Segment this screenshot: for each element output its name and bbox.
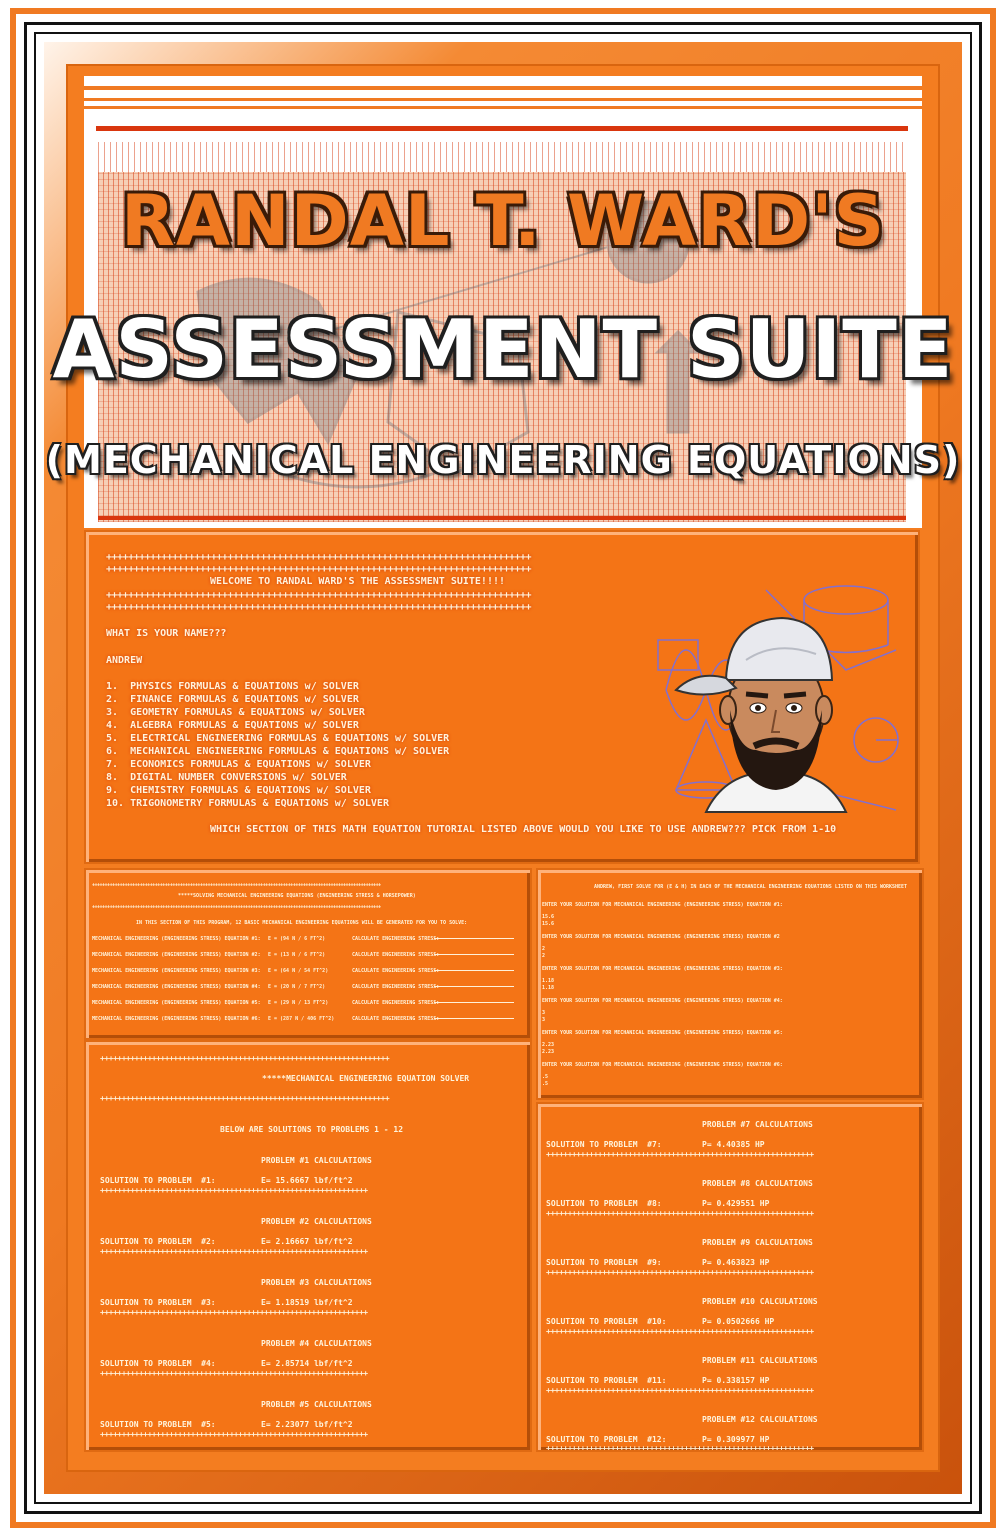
equation-formula: E = (64 N / 54 FT^2) xyxy=(268,968,329,974)
plus-divider: +++++++++++++++++++++++++++++++++++++++++++++++++++++++++++++++++++ xyxy=(100,1054,390,1063)
equation-ask: CALCULATE ENGINEERING STRESS: xyxy=(352,936,440,942)
menu-item[interactable]: 5. ELECTRICAL ENGINEERING FORMULAS & EQUATIONS w/ SOLVER xyxy=(106,733,450,744)
solution-label: SOLUTION TO PROBLEM #1: xyxy=(100,1176,216,1185)
header-stripe xyxy=(84,86,922,90)
solution-value: E= 2.16667 lbf/ft^2 xyxy=(261,1237,353,1246)
equation-label: MECHANICAL ENGINEERING (ENGINEERING STRESS) EQUATION #2: xyxy=(92,952,261,958)
plus-divider: +++++++++++++++++++++++++++++++++++++++++++++++++++++++++++++++++++++++++++++ xyxy=(106,564,532,575)
problem-calc-heading: PROBLEM #8 CALCULATIONS xyxy=(702,1179,813,1188)
solution-label: SOLUTION TO PROBLEM #4: xyxy=(100,1359,216,1368)
solution-label: SOLUTION TO PROBLEM #7: xyxy=(546,1140,662,1149)
equation-ask: CALCULATE ENGINEERING STRESS: xyxy=(352,952,440,958)
equation-label: MECHANICAL ENGINEERING (ENGINEERING STRESS) EQUATION #4: xyxy=(92,984,261,990)
solution-value: E= 2.23077 lbf/ft^2 xyxy=(261,1420,353,1429)
equation-formula: E = (29 N / 13 FT^2) xyxy=(268,1000,329,1006)
main-menu-console xyxy=(86,532,918,862)
solution-value: P= 0.338157 HP xyxy=(702,1376,770,1385)
plus-divider: ++++++++++++++++++++++++++++++++++++++++++++++++++++++++++++++ xyxy=(100,1430,368,1439)
plus-divider: +++++++++++++++++++++++++++++++++++++++++++++++++++++++++++++++++++ xyxy=(100,1094,390,1103)
plus-divider: ++++++++++++++++++++++++++++++++++++++++++++++++++++++++++++++ xyxy=(100,1247,368,1256)
entry-answer: 1.18 xyxy=(542,985,555,991)
entry-answer[interactable]: 1.18 xyxy=(542,978,555,984)
equation-formula: E = (13 N / 6 FT^2) xyxy=(268,952,326,958)
solution-label: SOLUTION TO PROBLEM #3: xyxy=(100,1298,216,1307)
worksheet-intro: IN THIS SECTION OF THIS PROGRAM, 12 BASIC MECHANICAL ENGINEERING EQUATIONS WILL BE GENERATED FOR YOU TO SOLVE: xyxy=(136,920,468,926)
problem-calc-heading: PROBLEM #1 CALCULATIONS xyxy=(261,1156,372,1165)
name-answer: ANDREW xyxy=(106,655,143,666)
solution-value: E= 15.6667 lbf/ft^2 xyxy=(261,1176,353,1185)
solution-value: E= 2.85714 lbf/ft^2 xyxy=(261,1359,353,1368)
entry-answer[interactable]: 3 xyxy=(542,1010,546,1016)
problem-calc-heading: PROBLEM #4 CALCULATIONS xyxy=(261,1339,372,1348)
entry-prompt: ENTER YOUR SOLUTION FOR MECHANICAL ENGINEERING (ENGINEERING STRESS) EQUATION #5: xyxy=(542,1030,783,1036)
equation-ask: CALCULATE ENGINEERING STRESS: xyxy=(352,1016,440,1022)
solution-label: SOLUTION TO PROBLEM #9: xyxy=(546,1258,662,1267)
plus-divider: ++++++++++++++++++++++++++++++++++++++++++++++++++++++++++++++ xyxy=(546,1327,814,1336)
plus-divider: ++++++++++++++++++++++++++++++++++++++++++++++++++++++++++++++ xyxy=(100,1369,368,1378)
equation-formula: E = (287 N / 406 FT^2) xyxy=(268,1016,335,1022)
plus-divider: ++++++++++++++++++++++++++++++++++++++++++++++++++++++++++++++ xyxy=(100,1186,368,1195)
problem-calc-heading: PROBLEM #3 CALCULATIONS xyxy=(261,1278,372,1287)
answer-blank[interactable] xyxy=(434,938,514,939)
plus-divider: +++++++++++++++++++++++++++++++++++++++++++++++++++++++++++++++++++++++++++++ xyxy=(106,552,532,563)
entry-answer: 2.23 xyxy=(542,1049,555,1055)
solution-label: SOLUTION TO PROBLEM #8: xyxy=(546,1199,662,1208)
equation-label: MECHANICAL ENGINEERING (ENGINEERING STRESS) EQUATION #5: xyxy=(92,1000,261,1006)
solver-heading: *****MECHANICAL ENGINEERING EQUATION SOLVER xyxy=(262,1074,470,1083)
menu-item[interactable]: 1. PHYSICS FORMULAS & EQUATIONS w/ SOLVER xyxy=(106,681,359,692)
plus-divider: ++++++++++++++++++++++++++++++++++++++++++++++++++++++++++++++ xyxy=(546,1268,814,1277)
plus-divider: +++++++++++++++++++++++++++++++++++++++++++++++++++++++++++++++++++++++++++++ xyxy=(106,602,532,613)
equation-label: MECHANICAL ENGINEERING (ENGINEERING STRESS) EQUATION #3: xyxy=(92,968,261,974)
equation-formula: E = (20 N / 7 FT^2) xyxy=(268,984,326,990)
header-stripe xyxy=(84,106,922,109)
entry-answer: .5 xyxy=(542,1081,549,1087)
title-subtitle: (MECHANICAL ENGINEERING EQUATIONS) xyxy=(45,438,961,482)
solution-value: P= 0.309977 HP xyxy=(702,1435,770,1444)
entry-answer[interactable]: 15.6 xyxy=(542,914,555,920)
problem-calc-heading: PROBLEM #2 CALCULATIONS xyxy=(261,1217,372,1226)
answer-blank[interactable] xyxy=(434,986,514,987)
entry-answer: 3 xyxy=(542,1017,546,1023)
solution-value: E= 1.18519 lbf/ft^2 xyxy=(261,1298,353,1307)
plus-divider: ++++++++++++++++++++++++++++++++++++++++++++++++++++++++++++++ xyxy=(546,1150,814,1159)
header-stripe-red xyxy=(98,516,906,520)
equation-ask: CALCULATE ENGINEERING STRESS: xyxy=(352,1000,440,1006)
avatar-illustration xyxy=(646,550,906,820)
menu-item[interactable]: 4. ALGEBRA FORMULAS & EQUATIONS w/ SOLVER xyxy=(106,720,359,731)
worksheet-heading: *****SOLVING MECHANICAL ENGINEERING EQUATIONS (ENGINEERING STRESS & HORSEPOWER) xyxy=(178,893,416,899)
entry-prompt: ENTER YOUR SOLUTION FOR MECHANICAL ENGINEERING (ENGINEERING STRESS) EQUATION #2 xyxy=(542,934,780,940)
menu-item[interactable]: 3. GEOMETRY FORMULAS & EQUATIONS w/ SOLVER xyxy=(106,707,365,718)
answer-entry-console xyxy=(538,870,922,1098)
solution-label: SOLUTION TO PROBLEM #5: xyxy=(100,1420,216,1429)
equation-ask: CALCULATE ENGINEERING STRESS: xyxy=(352,968,440,974)
solver-console-right xyxy=(538,1104,922,1450)
solution-label: SOLUTION TO PROBLEM #12: xyxy=(546,1435,667,1444)
title-main: ASSESSMENT SUITE xyxy=(52,303,954,396)
solution-value: P= 4.40385 HP xyxy=(702,1140,765,1149)
plus-divider: ++++++++++++++++++++++++++++++++++++++++++++++++++++++++++++++ xyxy=(546,1444,814,1450)
entry-answer[interactable]: 2 xyxy=(542,946,546,952)
menu-item[interactable]: 8. DIGITAL NUMBER CONVERSIONS w/ SOLVER xyxy=(106,772,347,783)
solver-subheading: BELOW ARE SOLUTIONS TO PROBLEMS 1 - 12 xyxy=(220,1125,404,1134)
worksheet-console xyxy=(86,870,530,1038)
plus-divider: ++++++++++++++++++++++++++++++++++++++++++++++++++++++++++++++ xyxy=(546,1386,814,1395)
equation-formula: E = (94 N / 6 FT^2) xyxy=(268,936,326,942)
solver-console-left xyxy=(86,1042,530,1450)
answer-blank[interactable] xyxy=(434,970,514,971)
problem-calc-heading: PROBLEM #7 CALCULATIONS xyxy=(702,1120,813,1129)
answer-blank[interactable] xyxy=(434,1018,514,1019)
equation-ask: CALCULATE ENGINEERING STRESS: xyxy=(352,984,440,990)
problem-calc-heading: PROBLEM #5 CALCULATIONS xyxy=(261,1400,372,1409)
header-hatch-top xyxy=(98,142,906,172)
menu-item[interactable]: 2. FINANCE FORMULAS & EQUATIONS w/ SOLVER xyxy=(106,694,359,705)
plus-divider: ++++++++++++++++++++++++++++++++++++++++++++++++++++++++++++++ xyxy=(546,1209,814,1218)
equation-label: MECHANICAL ENGINEERING (ENGINEERING STRESS) EQUATION #1: xyxy=(92,936,261,942)
menu-item[interactable]: 6. MECHANICAL ENGINEERING FORMULAS & EQUATIONS w/ SOLVER xyxy=(106,746,450,757)
header-stripe xyxy=(84,98,922,101)
solution-label: SOLUTION TO PROBLEM #10: xyxy=(546,1317,667,1326)
plus-divider: +++++++++++++++++++++++++++++++++++++++++++++++++++++++++++++++++++++++++++++++++++++++++++++++++++++++++++++++++++ xyxy=(92,904,381,910)
entry-answer[interactable]: 2.23 xyxy=(542,1042,555,1048)
solution-value: P= 0.429551 HP xyxy=(702,1199,770,1208)
menu-item[interactable]: 7. ECONOMICS FORMULAS & EQUATIONS w/ SOLVER xyxy=(106,759,371,770)
solution-label: SOLUTION TO PROBLEM #2: xyxy=(100,1237,216,1246)
answer-blank[interactable] xyxy=(434,954,514,955)
equation-label: MECHANICAL ENGINEERING (ENGINEERING STRESS) EQUATION #6: xyxy=(92,1016,261,1022)
answer-blank[interactable] xyxy=(434,1002,514,1003)
entry-answer[interactable]: .5 xyxy=(542,1074,549,1080)
section-pick-prompt: WHICH SECTION OF THIS MATH EQUATION TUTORIAL LISTED ABOVE WOULD YOU LIKE TO USE ANDREW??? PICK FROM 1-10 xyxy=(210,824,837,835)
plus-divider: +++++++++++++++++++++++++++++++++++++++++++++++++++++++++++++++++++++++++++++ xyxy=(106,590,532,601)
welcome-message: WELCOME TO RANDAL WARD'S THE ASSESSMENT SUITE!!!! xyxy=(210,576,506,587)
header-stripe-red xyxy=(96,126,908,131)
menu-item[interactable]: 10. TRIGONOMETRY FORMULAS & EQUATIONS w/ SOLVER xyxy=(106,798,389,809)
entry-answer: 2 xyxy=(542,953,546,959)
entry-prompt: ENTER YOUR SOLUTION FOR MECHANICAL ENGINEERING (ENGINEERING STRESS) EQUATION #4: xyxy=(542,998,783,1004)
problem-calc-heading: PROBLEM #9 CALCULATIONS xyxy=(702,1238,813,1247)
entry-heading: ANDREW, FIRST SOLVE FOR (E & H) IN EACH OF THE MECHANICAL ENGINEERING EQUATIONS LISTED ON THIS WORKSHEET xyxy=(594,884,908,890)
name-prompt: WHAT IS YOUR NAME??? xyxy=(106,628,227,639)
problem-calc-heading: PROBLEM #12 CALCULATIONS xyxy=(702,1415,818,1424)
entry-prompt: ENTER YOUR SOLUTION FOR MECHANICAL ENGINEERING (ENGINEERING STRESS) EQUATION #6: xyxy=(542,1062,783,1068)
solution-value: P= 0.463823 HP xyxy=(702,1258,770,1267)
problem-calc-heading: PROBLEM #10 CALCULATIONS xyxy=(702,1297,818,1306)
solution-value: P= 0.0502666 HP xyxy=(702,1317,775,1326)
solution-label: SOLUTION TO PROBLEM #11: xyxy=(546,1376,667,1385)
menu-item[interactable]: 9. CHEMISTRY FORMULAS & EQUATIONS w/ SOLVER xyxy=(106,785,371,796)
problem-calc-heading: PROBLEM #11 CALCULATIONS xyxy=(702,1356,818,1365)
entry-answer: 15.6 xyxy=(542,921,555,927)
entry-prompt: ENTER YOUR SOLUTION FOR MECHANICAL ENGINEERING (ENGINEERING STRESS) EQUATION #3: xyxy=(542,966,783,972)
title-author: RANDAL T. WARD'S xyxy=(120,180,886,262)
plus-divider: ++++++++++++++++++++++++++++++++++++++++++++++++++++++++++++++ xyxy=(100,1308,368,1317)
plus-divider: +++++++++++++++++++++++++++++++++++++++++++++++++++++++++++++++++++++++++++++++++++++++++++++++++++++++++++++++++++ xyxy=(92,882,381,888)
entry-prompt: ENTER YOUR SOLUTION FOR MECHANICAL ENGINEERING (ENGINEERING STRESS) EQUATION #1: xyxy=(542,902,783,908)
